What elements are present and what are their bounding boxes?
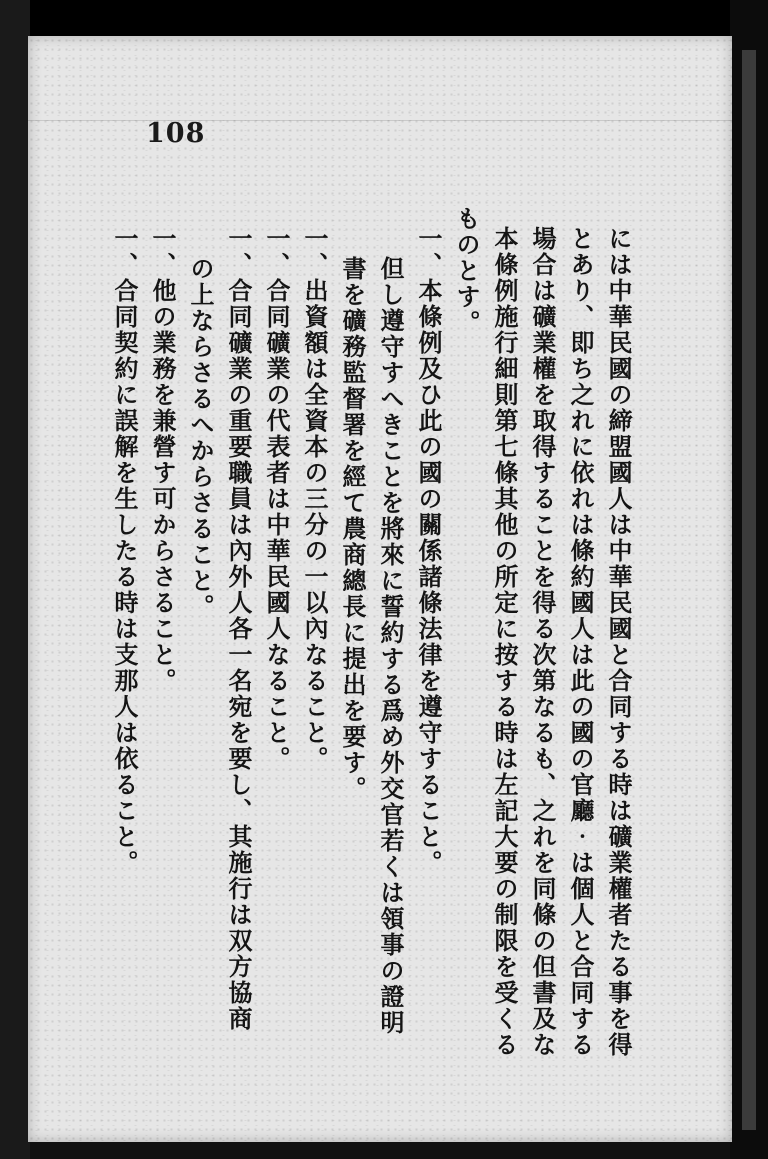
text-column-12: の上ならさるへからさること。 (186, 256, 215, 620)
text-column-11: 一、合同礦業の重要職員は內外人各一名宛を要し、其施行は双方協商 (224, 226, 253, 1032)
text-column-6: 一、本條例及ひ此の國の關係諸條法律を遵守すること。 (414, 226, 443, 876)
scan-border-top (0, 0, 768, 36)
text-column-10: 一、合同礦業の代表者は中華民國人なること。 (262, 226, 291, 772)
text-column-4: 本條例施行細則第七條其他の所定に按する時は左記大要の制限を受くる (490, 226, 519, 1058)
text-column-7: 但し遵守すへきことを將來に誓約する爲め外交官若くは領事の證明 (376, 256, 405, 1036)
scan-border-left (0, 0, 30, 1159)
text-column-13: 一、他の業務を兼營す可からさること。 (148, 226, 177, 694)
book-page (28, 36, 732, 1142)
book-spine-edge (742, 50, 756, 1130)
text-column-14: 一、合同契約に誤解を生したる時は支那人は依ること。 (110, 226, 139, 876)
text-column-9: 一、出資額は全資本の三分の一以內なること。 (300, 226, 329, 772)
text-column-1: には中華民國の締盟國人は中華民國と合同する時は礦業權者たる事を得 (604, 226, 633, 1058)
text-column-2: とあり、即ち之れに依れは條約國人は此の國の官廳‧は個人と合同する (566, 226, 595, 1058)
text-column-3: 場合は礦業權を取得することを得る次第なるも、之れを同條の但書及な (528, 226, 557, 1058)
text-column-5: ものとす。 (452, 206, 481, 336)
text-column-8: 書を礦務監督署を經て農商總長に提出を要す。 (338, 256, 367, 802)
header-rule (28, 120, 732, 121)
page-number: 108 (146, 118, 206, 149)
